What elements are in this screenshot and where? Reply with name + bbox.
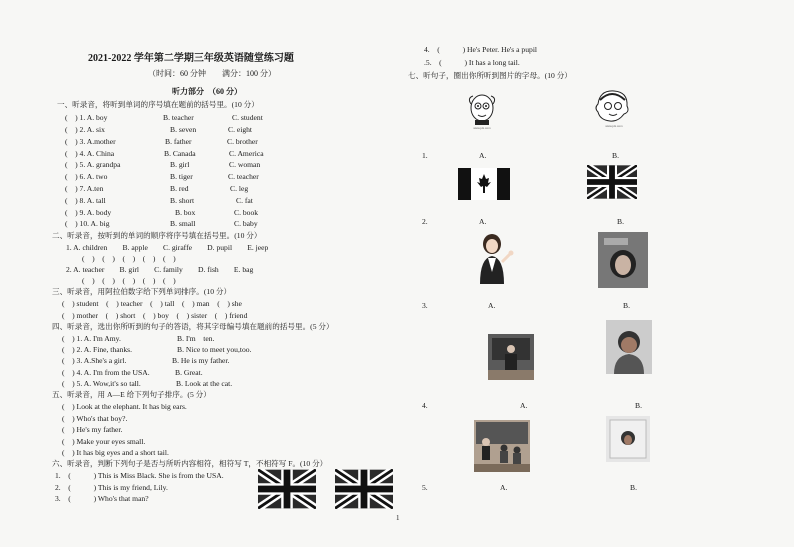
s1-option-b: B. girl	[170, 160, 190, 169]
grandma-face-image	[588, 88, 636, 128]
s7-item-number: 3.	[422, 301, 428, 310]
s2-row1: 1. A. children B. apple C. giraffe D. pupil E. jeep	[66, 243, 269, 252]
boy-photo-image	[606, 320, 652, 374]
s1-option-a: ( ) 2. A. six	[65, 125, 105, 134]
s1-option-b: B. father	[165, 137, 192, 146]
s7-option-b: B.	[623, 301, 630, 310]
old-man-face-image	[461, 90, 503, 130]
exam-title: 2021-2022 学年第二学期三年级英语随堂练习题	[88, 53, 294, 64]
s1-option-a: ( ) 10. A. big	[65, 219, 110, 228]
section3-heading: 三、听录音，用阿拉伯数字给下列单词排序。(10 分）	[52, 287, 232, 296]
s6-statement: 3. ( ) Who's that man?	[55, 494, 149, 503]
s1-option-b: B. red	[170, 184, 189, 193]
s1-option-c: C. student	[232, 113, 263, 122]
svg-text:www.jxk.com: www.jxk.com	[473, 126, 491, 130]
s7-option-a: A.	[500, 483, 508, 492]
s4-option-a: ( ) 3. A.She's a girl.	[62, 356, 127, 365]
s1-option-a: ( ) 4. A. China	[65, 149, 115, 158]
s1-option-c: C. eight	[228, 125, 253, 134]
s4-option-a: ( ) 2. A. Fine, thanks.	[62, 345, 133, 354]
s1-option-c: C. brother	[227, 137, 258, 146]
s1-option-c: C. woman	[229, 160, 261, 169]
s7-option-b: B.	[612, 151, 619, 160]
s1-option-c: C. America	[229, 149, 264, 158]
s1-option-b: B. short	[170, 196, 195, 205]
section2-heading: 二、听录音，按听到的单词的顺序将序号填在括号里。(10 分）	[52, 231, 262, 240]
s1-option-b: B. tiger	[170, 172, 193, 181]
s4-option-b: B. Look at the cat.	[176, 379, 233, 388]
section5-heading: 五、听录音，用 A—E 给下列句子排序。(5 分）	[52, 390, 211, 399]
s1-option-b: B. box	[175, 208, 196, 217]
s1-option-a: ( ) 5. A. grandpa	[65, 160, 121, 169]
s2-brackets-2: ( ) ( ) ( ) ( ) ( )	[82, 276, 176, 285]
classroom-teacher-image	[488, 334, 534, 380]
s1-option-a: ( ) 8. A. tall	[65, 196, 106, 205]
s7-option-b: B.	[630, 483, 637, 492]
s3-row1: ( ) student ( ) teacher ( ) tall ( ) man ( ) she	[62, 299, 242, 308]
s4-option-b: B. Nice to meet you,too.	[177, 345, 252, 354]
s1-option-a: ( ) 3. A.mother	[65, 137, 116, 146]
s6-statement: 1. ( ) This is Miss Black. She is from the USA.	[55, 471, 224, 480]
s4-option-b: B. He is my father.	[172, 356, 230, 365]
s4-option-a: ( ) 5. A. Wow,it's so tall.	[62, 379, 141, 388]
s3-row2: ( ) mother ( ) short ( ) boy ( ) sister ( ) friend	[62, 311, 248, 320]
s1-option-a: ( ) 1. A. boy	[65, 113, 108, 122]
s1-option-b: B. seven	[170, 125, 197, 134]
photo-image	[598, 232, 648, 288]
s1-option-c: C. fat	[236, 196, 253, 205]
page-number: 1	[396, 514, 400, 522]
s4-option-a: ( ) 4. A. I'm from the USA.	[62, 368, 150, 377]
canada-flag-image	[458, 168, 510, 200]
listening-part-label: 听力部分 （60 分）	[172, 87, 242, 96]
uk-flag-image	[335, 469, 393, 509]
s7-option-a: A.	[479, 151, 487, 160]
section4-heading: 四、听录音，选出你所听到的句子的答语，将其字母编号填在题前的括号里。(5 分）	[52, 322, 334, 331]
s1-option-a: ( ) 6. A. two	[65, 172, 108, 181]
section6-heading: 六、听录音，判断下列句子是否与所听内容相符，相符写 T，不相符写 F。(10 分）	[52, 459, 328, 468]
section7-heading: 七、听句子，圈出你所听到图片的字母。(10 分）	[408, 71, 572, 80]
s1-option-c: C. teacher	[228, 172, 259, 181]
s2-row2: 2. A. teacher B. girl C. family D. fish E. bag	[66, 265, 254, 274]
s7-item-number: 2.	[422, 217, 428, 226]
s1-option-c: C. baby	[234, 219, 258, 228]
s1-option-b: B. small	[170, 219, 196, 228]
teacher-woman-image	[470, 232, 516, 284]
class-photo-image	[474, 420, 530, 472]
s2-brackets-1: ( ) ( ) ( ) ( ) ( )	[82, 254, 176, 263]
s7-option-a: A.	[520, 401, 528, 410]
s5-sentence: ( ) Who's that boy?.	[62, 414, 128, 423]
uk-flag-image	[258, 469, 316, 509]
s1-option-c: C. book	[234, 208, 259, 217]
s7-option-a: A.	[479, 217, 487, 226]
s1-option-a: ( ) 7. A.ten	[65, 184, 104, 193]
s6-statement: 4. ( ) He's Peter. He's a pupil	[424, 45, 538, 54]
s7-option-a: A.	[488, 301, 496, 310]
s7-option-b: B.	[617, 217, 624, 226]
portrait-photo-image	[598, 232, 648, 288]
s5-sentence: ( ) He's my father.	[62, 425, 123, 434]
s1-option-b: B. teacher	[163, 113, 194, 122]
s6-statement: 2. ( ) This is my friend, Lily.	[55, 483, 168, 492]
uk-flag-image	[587, 165, 637, 199]
time-score: （时间：60 分钟 满分：100 分）	[148, 69, 276, 78]
s5-sentence: ( ) It has big eyes and a short tail.	[62, 448, 169, 457]
s7-item-number: 4.	[422, 401, 428, 410]
s7-option-b: B.	[635, 401, 642, 410]
s1-option-a: ( ) 9. A. body	[65, 208, 112, 217]
s5-sentence: ( ) Make your eyes small.	[62, 437, 146, 446]
s7-item-number: 1.	[422, 151, 428, 160]
s5-sentence: ( ) Look at the elephant. It has big ears.	[62, 402, 187, 411]
s4-option-b: B. Great.	[175, 368, 203, 377]
s7-item-number: 5.	[422, 483, 428, 492]
s4-option-a: ( ) 1. A. I'm Amy.	[62, 334, 121, 343]
child-photo-image	[606, 416, 650, 462]
s1-option-c: C. leg	[230, 184, 249, 193]
section1-heading: 一、听录音，将听到单词的序号填在题前的括号里。(10 分）	[57, 100, 259, 109]
s1-option-b: B. Canada	[164, 149, 196, 158]
s6-statement: .5. ( ) It has a long tail.	[424, 58, 520, 67]
s4-option-b: B. I'm ten.	[177, 334, 215, 343]
svg-text:www.jxk.com: www.jxk.com	[605, 124, 623, 128]
